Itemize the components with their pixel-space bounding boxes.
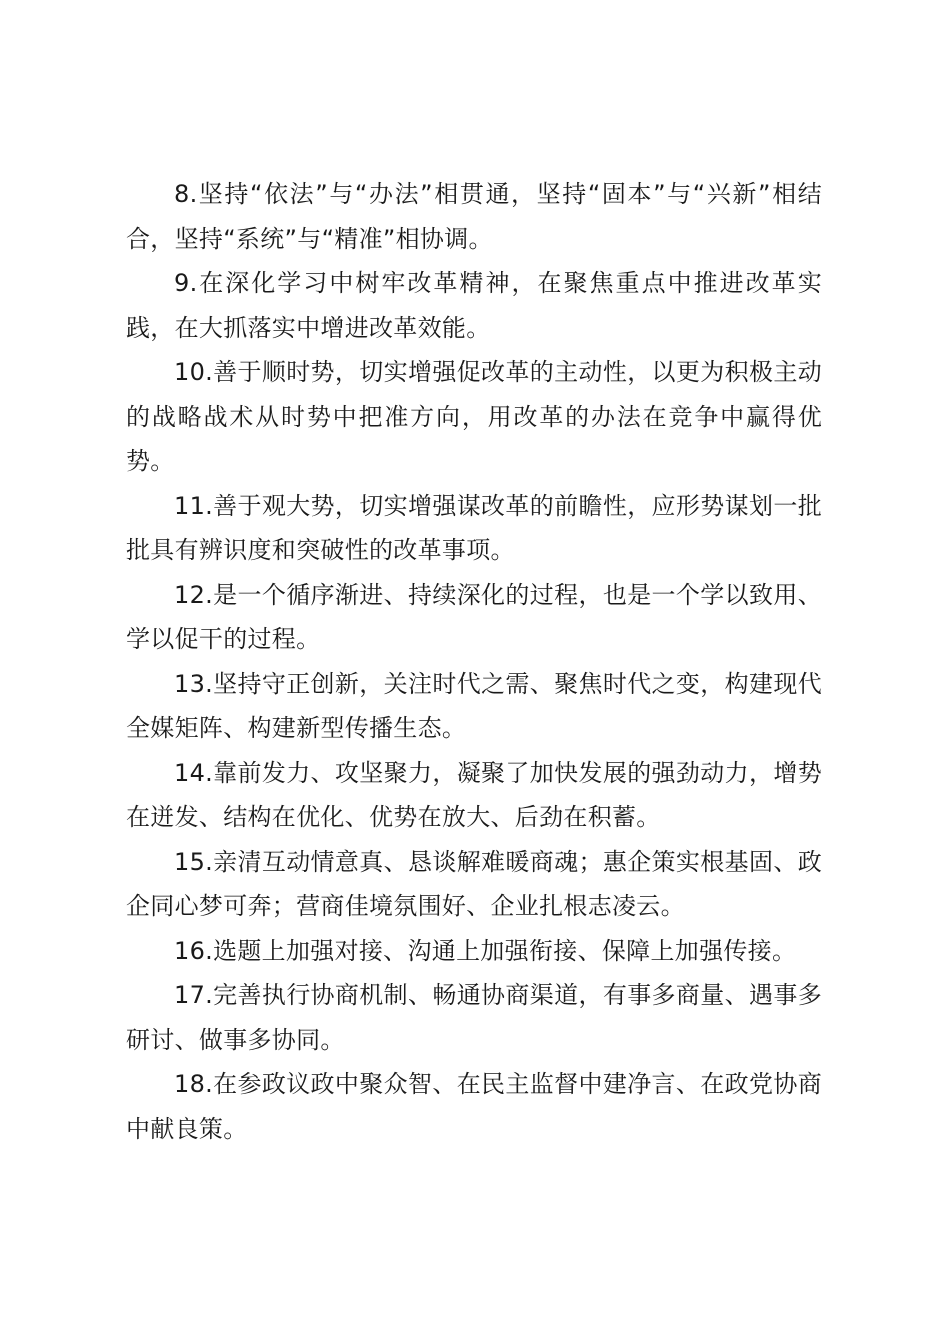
paragraph-17: 17.完善执行协商机制、畅通协商渠道，有事多商量、遇事多研讨、做事多协同。	[126, 981, 822, 1054]
document-body	[126, 172, 822, 1151]
paragraph-16: 16.选题上加强对接、沟通上加强衔接、保障上加强传接。	[174, 936, 797, 965]
paragraph-13: 13.坚持守正创新，关注时代之需、聚焦时代之变，构建现代全媒矩阵、构建新型传播生态。	[126, 669, 822, 742]
paragraph-14: 14.靠前发力、攻坚聚力，凝聚了加快发展的强劲动力，增势在迸发、结构在优化、优势在放大、后劲在积蓄。	[126, 758, 822, 831]
paragraph-15: 15.亲清互动情意真、恳谈解难暖商魂；惠企策实根基固、政企同心梦可奔；营商佳境氛围好、企业扎根志凌云。	[126, 847, 822, 920]
paragraph-18: 18.在参政议政中聚众智、在民主监督中建净言、在政党协商中献良策。	[126, 1070, 822, 1143]
paragraph-9: 9.在深化学习中树牢改革精神，在聚焦重点中推进改革实践，在大抓落实中增进改革效能。	[126, 269, 822, 342]
paragraph-10: 10.善于顺时势，切实增强促改革的主动性，以更为积极主动的战略战术从时势中把准方向，用改革的办法在竞争中赢得优势。	[126, 358, 822, 475]
paragraph-11: 11.善于观大势，切实增强谋改革的前瞻性，应形势谋划一批批具有辨识度和突破性的改革事项。	[126, 491, 822, 564]
paragraph-8: 8.坚持“依法”与“办法”相贯通，坚持“固本”与“兴新”相结合，坚持“系统”与“精准”相协调。	[126, 180, 822, 253]
paragraph-12: 12.是一个循序渐进、持续深化的过程，也是一个学以致用、学以促干的过程。	[126, 580, 822, 653]
